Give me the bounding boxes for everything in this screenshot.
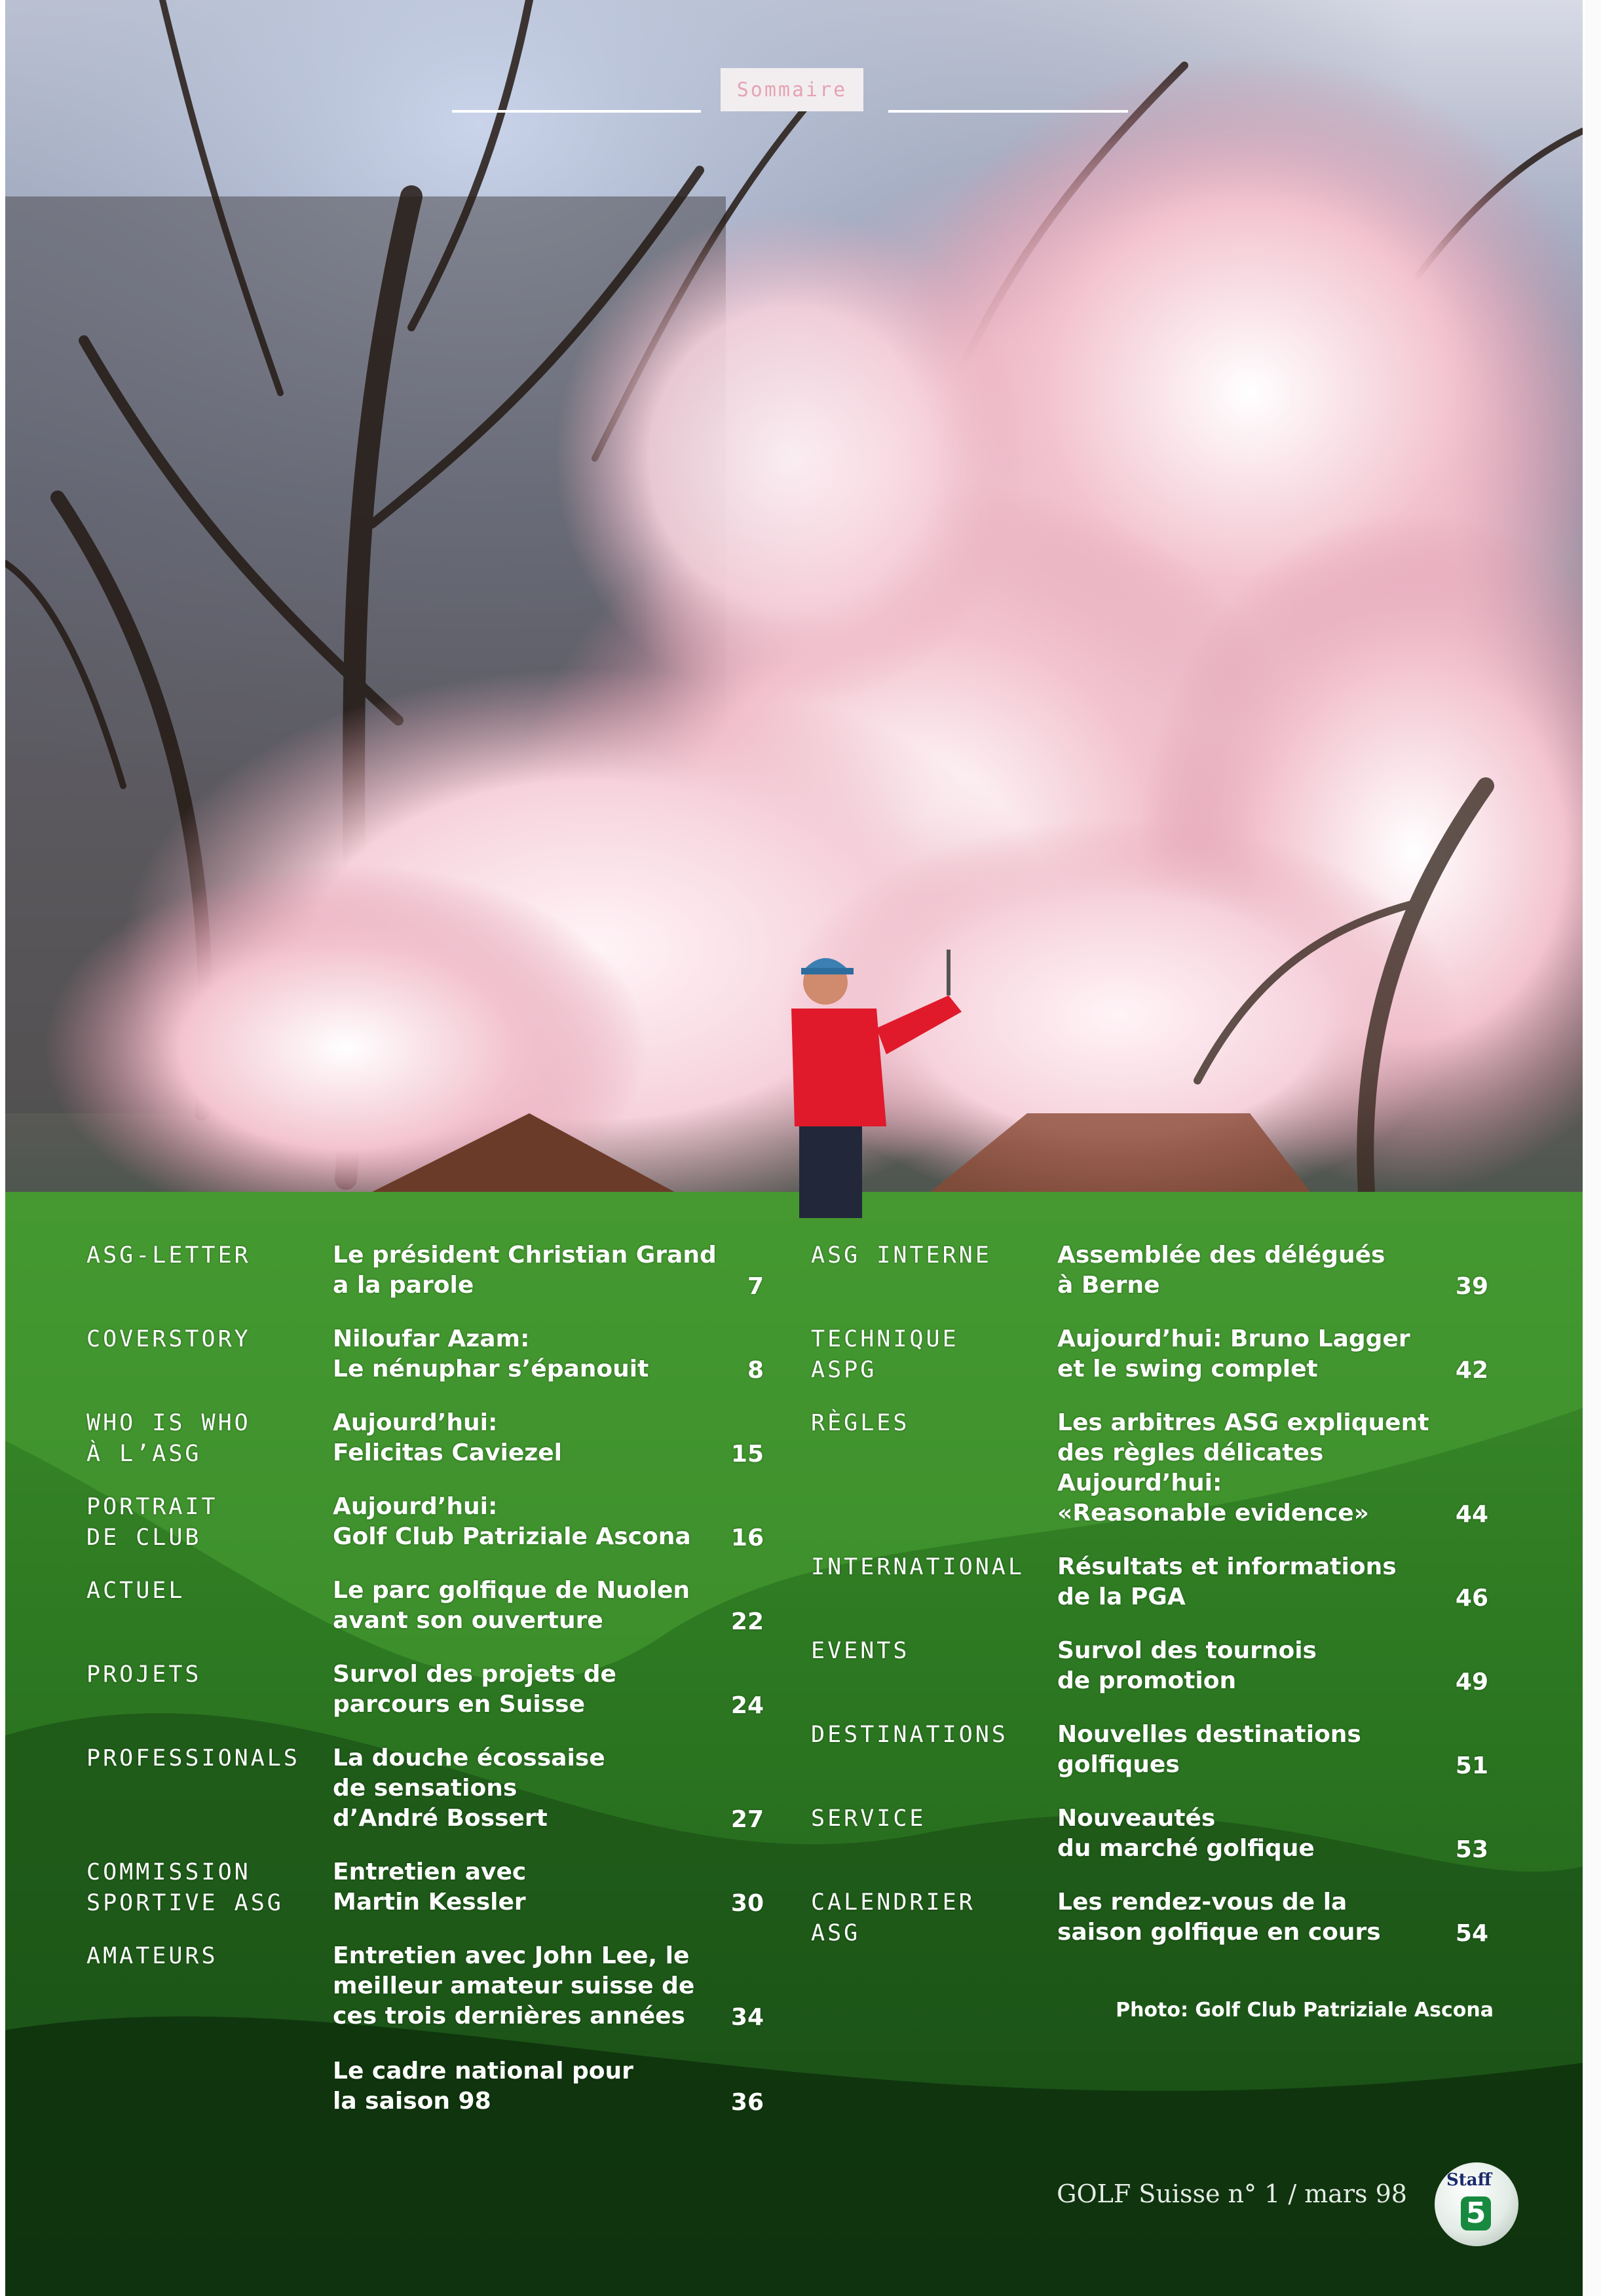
toc-title-projets: Survol des projets de parcours en Suisse [333,1661,616,1718]
toc-page-calendrier-asg: 54 [1455,1920,1488,1947]
toc-page-service: 53 [1455,1836,1488,1863]
toc-page-asg-letter: 7 [747,1273,764,1300]
toc-title-calendrier-asg: Les rendez-vous de la saison golfique en cours [1057,1889,1381,1946]
toc-page-technique-aspg: 42 [1455,1357,1488,1384]
toc-page-who-is-who: 15 [730,1441,764,1468]
toc-title-destinations: Nouvelles destinations golfiques [1057,1721,1361,1778]
toc-page-events: 49 [1455,1669,1488,1695]
toc-section-destinations: DESTINATIONS [811,1722,1008,1748]
toc-section-service: SERVICE [811,1805,926,1832]
toc-section-portrait-de-club: PORTRAIT DE CLUB [86,1494,218,1551]
toc-page-projets: 24 [730,1692,764,1719]
scan-margin [1585,0,1601,2296]
toc-section-regles: RÈGLES [811,1410,910,1436]
header-rule-right [888,110,1128,113]
toc-section-amateurs: AMATEURS [86,1943,218,1969]
toc-section-asg-interne: ASG INTERNE [811,1242,992,1268]
toc-page-commission-sportive: 30 [730,1890,764,1917]
toc-title-cadre-national: Le cadre national pour la saison 98 [333,2058,633,2115]
toc-title-international: Résultats et informations de la PGA [1057,1553,1397,1610]
toc-page-regles: 44 [1455,1501,1488,1528]
toc-page-amateurs: 34 [730,2004,764,2031]
toc-title-coverstory: Niloufar Azam: Le nénuphar s’épanouit [333,1325,649,1382]
issue-folio: GOLF Suisse n° 1 / mars 98 [1057,2179,1407,2208]
toc-title-who-is-who: Aujourd’hui: Felicitas Caviezel [333,1409,563,1466]
toc-page-actuel: 22 [730,1608,764,1635]
toc-title-portrait-de-club: Aujourd’hui: Golf Club Patriziale Ascona [333,1493,691,1550]
toc-section-actuel: ACTUEL [86,1578,185,1604]
toc-page-cadre-national: 36 [730,2089,764,2116]
toc-section-technique-aspg: TECHNIQUE ASPG [811,1326,959,1383]
toc-page-asg-interne: 39 [1455,1273,1488,1300]
photo-credit: Photo: Golf Club Patriziale Ascona [1116,1999,1494,2022]
cover-photo [5,0,1583,2296]
toc-page-destinations: 51 [1455,1752,1488,1779]
header-rule-left [452,110,701,113]
toc-section-asg-letter: ASG-LETTER [86,1242,251,1268]
toc-title-asg-letter: Le président Christian Grand a la parole [333,1242,717,1299]
cherry-blossom-golf-scene [5,0,1583,2296]
toc-page-professionals: 27 [730,1806,764,1833]
toc-section-professionals: PROFESSIONALS [86,1745,300,1771]
toc-title-regles: Les arbitres ASG expliquent des règles délicates Aujourd’hui: «Reasonable evidence» [1057,1409,1429,1527]
toc-title-commission-sportive: Entretien avec Martin Kessler [333,1859,527,1916]
toc-title-technique-aspg: Aujourd’hui: Bruno Lagger et le swing complet [1057,1325,1410,1382]
toc-title-amateurs: Entretien avec John Lee, le meilleur amateur suisse de ces trois dernières années [333,1942,695,2029]
toc-title-professionals: La douche écossaise de sensations d’André Bossert [333,1745,605,1832]
toc-section-who-is-who: WHO IS WHO À L’ASG [86,1410,251,1467]
toc-section-calendrier-asg: CALENDRIER ASG [811,1889,975,1946]
toc-section-international: INTERNATIONAL [811,1554,1025,1580]
toc-title-actuel: Le parc golfique de Nuolen avant son ouverture [333,1577,690,1634]
toc-title-service: Nouveautés du marché golfique [1057,1805,1315,1862]
staff-logo: Staff [1446,2170,1492,2190]
staff-page-badge [1435,2162,1518,2246]
toc-title-events: Survol des tournois de promotion [1057,1637,1317,1694]
section-label-sommaire: Sommaire [721,68,863,111]
page-number: 5 [1461,2196,1491,2231]
toc-section-projets: PROJETS [86,1661,202,1688]
toc-page-international: 46 [1455,1585,1488,1612]
toc-title-asg-interne: Assemblée des délégués à Berne [1057,1242,1385,1299]
toc-page-portrait-de-club: 16 [730,1525,764,1551]
toc-section-commission-sportive: COMMISSION SPORTIVE ASG [86,1859,284,1916]
toc-section-coverstory: COVERSTORY [86,1326,251,1352]
toc-page-coverstory: 8 [747,1357,764,1384]
toc-section-events: EVENTS [811,1638,910,1664]
